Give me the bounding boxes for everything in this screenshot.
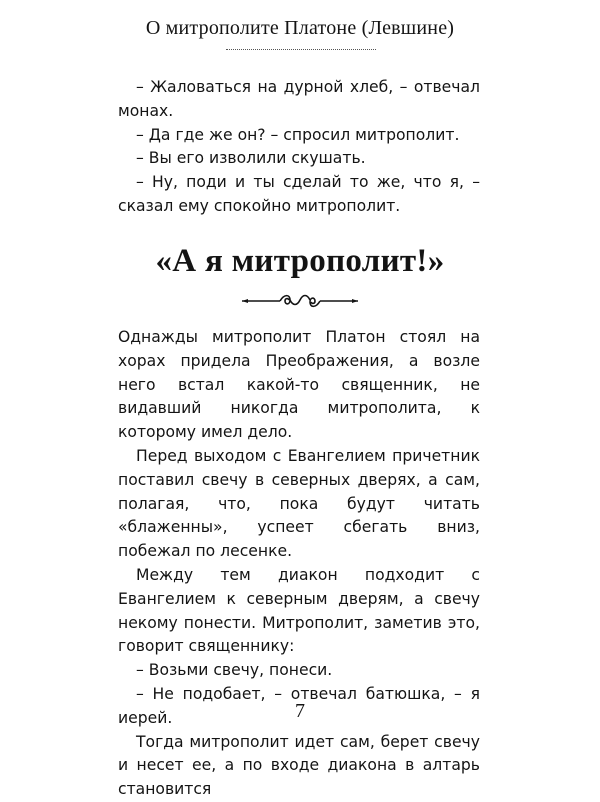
body-paragraph: Тогда митрополит идет сам, берет свечу и несет ее, а по входе диакона в алтарь становится [118,732,480,799]
body-paragraph: – Не подобает, – отвечал батюшка, – я иерей. [118,684,480,727]
dialogue-line: – Ну, поди и ты сделай то же, что я, – сказал ему спокойно митрополит. [118,173,480,215]
body-paragraph: Между тем диакон подходит с Евангелием к северным дверям, а свечу некому понести. Митрополит, заметив это, говорит священнику: [118,565,480,656]
running-header-title: О митрополите Платоне (Левшине) [145,17,455,39]
story-body [118,326,480,802]
body-paragraph: Однажды митрополит Платон стоял на хорах придела Преображения, а возле него встал какой-то священник, не видавший никогда митрополита, к которому имел дело. [118,328,480,442]
dialogue-block-top [118,76,480,219]
page-number: 7 [295,700,305,722]
body-paragraph: Перед выходом с Евангелием причетник поставил свечу в северных дверях, а сам, полагая, что, пока будут читать «блаженны», успеет сбегать вниз, побежал по лесенке. [118,446,480,561]
dialogue-line: – Да где же он? – спросил митрополит. [136,125,460,144]
chapter-title: «А я митрополит!» [155,243,445,279]
header-dotted-rule [226,49,376,50]
dialogue-line: – Жаловаться на дурной хлеб, – отвечал монах. [118,78,480,120]
flourish-divider-icon [240,290,360,312]
body-paragraph: – Возьми свечу, понеси. [136,661,333,680]
dialogue-line: – Вы его изволили скушать. [136,149,366,168]
